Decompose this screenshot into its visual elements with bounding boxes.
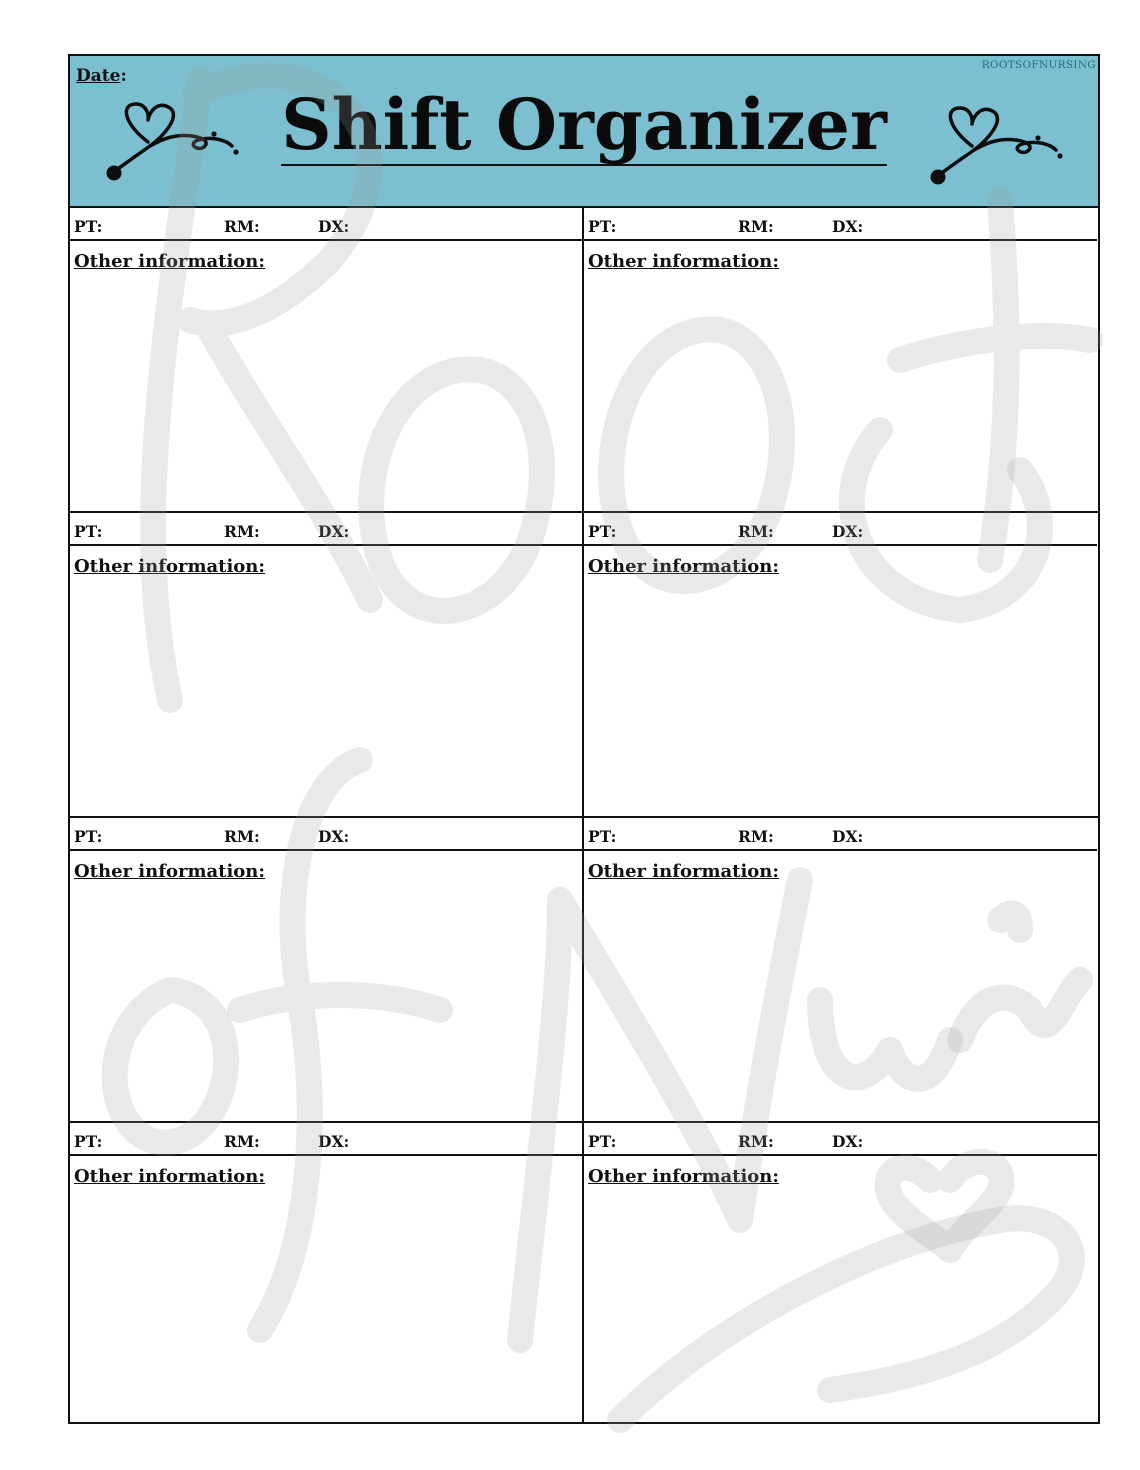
pt-label: PT:: [74, 522, 103, 541]
other-information-label: Other information:: [588, 556, 780, 577]
patient-card[interactable]: [70, 513, 584, 816]
pt-label: PT:: [588, 522, 617, 541]
dx-label: DX:: [318, 522, 350, 541]
patient-row: [70, 1123, 1098, 1424]
patient-card[interactable]: [70, 818, 584, 1121]
pt-label: PT:: [74, 827, 103, 846]
dx-label: DX:: [318, 827, 350, 846]
pt-label: PT:: [588, 827, 617, 846]
pt-label: PT:: [74, 217, 103, 236]
pt-label: PT:: [588, 1132, 617, 1151]
rm-label: RM:: [224, 827, 260, 846]
patient-header-bar: [70, 208, 582, 241]
dx-label: DX:: [318, 1132, 350, 1151]
patient-grid: [70, 208, 1098, 1422]
patient-card[interactable]: [584, 513, 1097, 816]
other-information-label: Other information:: [588, 251, 780, 272]
patient-header-bar: [584, 513, 1097, 546]
other-information-label: Other information:: [74, 251, 266, 272]
patient-header-bar: [70, 1123, 582, 1156]
rm-label: RM:: [738, 1132, 774, 1151]
date-label: Date:: [76, 66, 127, 86]
header-banner: [70, 56, 1098, 208]
patient-card[interactable]: [584, 818, 1097, 1121]
patient-card[interactable]: [584, 208, 1097, 511]
patient-row: [70, 513, 1098, 818]
patient-card[interactable]: [584, 1123, 1097, 1424]
dx-label: DX:: [832, 217, 864, 236]
pt-label: PT:: [74, 1132, 103, 1151]
rm-label: RM:: [224, 1132, 260, 1151]
dx-label: DX:: [832, 1132, 864, 1151]
rm-label: RM:: [738, 522, 774, 541]
patient-card[interactable]: [70, 1123, 584, 1424]
rm-label: RM:: [738, 827, 774, 846]
patient-header-bar: [584, 208, 1097, 241]
other-information-label: Other information:: [74, 556, 266, 577]
patient-header-bar: [70, 513, 582, 546]
patient-header-bar: [70, 818, 582, 851]
rm-label: RM:: [224, 217, 260, 236]
patient-card[interactable]: [70, 208, 584, 511]
dx-label: DX:: [832, 522, 864, 541]
stethoscope-heart-icon: [926, 102, 1066, 192]
patient-header-bar: [584, 1123, 1097, 1156]
other-information-label: Other information:: [588, 861, 780, 882]
brand-text: ROOTSOFNURSING: [981, 59, 1096, 71]
rm-label: RM:: [224, 522, 260, 541]
rm-label: RM:: [738, 217, 774, 236]
other-information-label: Other information:: [74, 1166, 266, 1187]
patient-header-bar: [584, 818, 1097, 851]
other-information-label: Other information:: [588, 1166, 780, 1187]
page-title: Shift Organizer: [281, 83, 887, 166]
patient-row: [70, 208, 1098, 513]
shift-organizer-sheet: [68, 54, 1100, 1424]
pt-label: PT:: [588, 217, 617, 236]
dx-label: DX:: [832, 827, 864, 846]
patient-row: [70, 818, 1098, 1123]
other-information-label: Other information:: [74, 861, 266, 882]
dx-label: DX:: [318, 217, 350, 236]
